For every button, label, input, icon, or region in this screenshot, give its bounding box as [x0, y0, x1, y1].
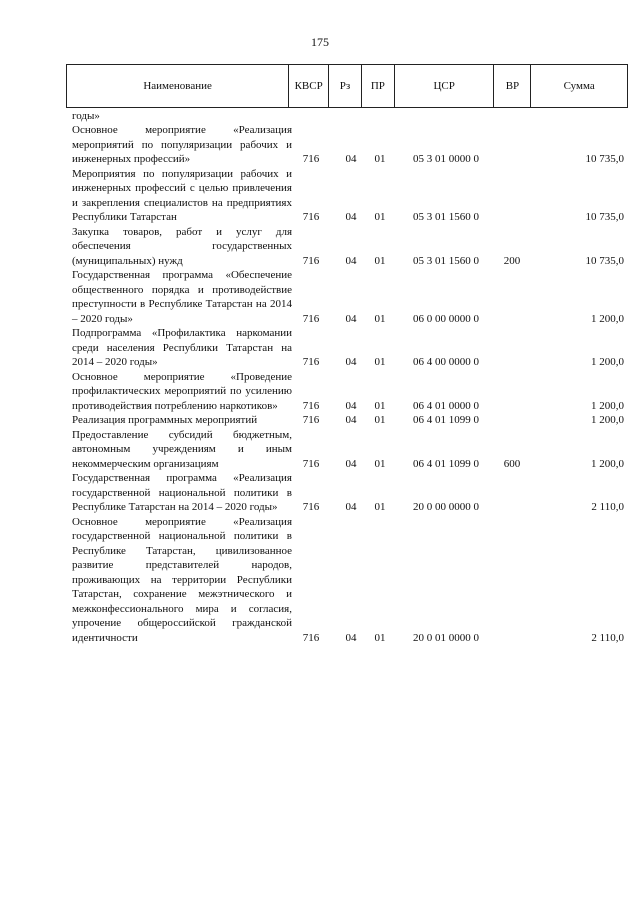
row-csr: 05 3 01 1560 0 — [413, 254, 479, 267]
row-pr: 01 — [374, 457, 386, 470]
table-row — [66, 370, 628, 414]
row-kvsr: 716 — [302, 312, 320, 325]
row-rz: 04 — [345, 457, 357, 470]
header-pr: ПР — [361, 65, 394, 107]
row-pr: 01 — [374, 211, 386, 223]
row-kvsr: 716 — [302, 399, 320, 412]
header-vr: ВР — [493, 65, 530, 107]
table-row — [66, 109, 628, 123]
table-body — [66, 109, 628, 645]
row-name: Предоставление субсидий бюджетным, автономным учреждениям и иным некоммерческим организациям — [72, 428, 292, 470]
row-kvsr: 716 — [302, 501, 320, 513]
row-rz: 04 — [345, 211, 357, 223]
row-pr: 01 — [374, 312, 386, 325]
header-csr: ЦСР — [394, 65, 494, 107]
row-sum: 2 110,0 — [591, 501, 624, 513]
table-row — [66, 413, 628, 428]
table-row — [66, 515, 628, 646]
row-pr: 01 — [374, 501, 386, 513]
row-kvsr: 716 — [302, 254, 320, 267]
row-rz: 04 — [345, 414, 357, 426]
row-csr: 20 0 00 0000 0 — [413, 501, 479, 513]
row-kvsr: 716 — [302, 457, 320, 470]
row-kvsr: 716 — [302, 211, 320, 223]
header-sum: Сумма — [530, 65, 627, 107]
table-row — [66, 225, 628, 269]
row-csr: 06 4 00 0000 0 — [413, 356, 479, 368]
row-name: Реализация программных мероприятий — [72, 414, 258, 426]
row-name: Государственная программа «Реализация государственной национальной политики в Республике Татарстан на 2014 – 2020 годы» — [72, 472, 292, 513]
row-rz: 04 — [345, 501, 357, 513]
table-row — [66, 428, 628, 472]
table-header — [66, 64, 628, 108]
row-rz: 04 — [345, 254, 357, 267]
table-row — [66, 471, 628, 515]
row-kvsr: 716 — [302, 631, 320, 644]
row-sum: 1 200,0 — [591, 356, 624, 368]
row-name: Основное мероприятие «Реализация мероприятий по популяризации рабочих и инженерных профессий» — [72, 124, 292, 165]
table-row — [66, 167, 628, 225]
row-csr: 20 0 01 0000 0 — [413, 631, 479, 644]
row-sum: 10 735,0 — [585, 211, 624, 223]
row-csr: 05 3 01 0000 0 — [413, 153, 479, 165]
row-rz: 04 — [345, 312, 357, 325]
row-name: Основное мероприятие «Реализация государственной национальной политики в Республике Татарстан, цивилизованное развитие представителей народов, проживающих на территории Республики Татарстан, сохранение межэтнического и межконфессионального мира и согласия, упрочение общероссийской гражданской идентичности — [72, 515, 292, 644]
row-rz: 04 — [345, 356, 357, 368]
row-name: Мероприятия по популяризации рабочих и инженерных профессий с целью привлечения и закрепления специалистов на предприятиях Республики Татарстан — [72, 167, 292, 223]
row-kvsr: 716 — [302, 356, 320, 368]
row-kvsr: 716 — [302, 153, 320, 165]
row-name: Подпрограмма «Профилактика наркомании среди населения Республики Татарстан на 2014 – 2020 годы» — [72, 327, 292, 368]
row-sum: 1 200,0 — [591, 457, 624, 470]
row-rz: 04 — [345, 153, 357, 165]
row-pr: 01 — [374, 254, 386, 267]
row-kvsr: 716 — [302, 414, 320, 426]
row-vr: 200 — [503, 254, 521, 267]
row-sum: 1 200,0 — [591, 414, 624, 426]
row-name: Закупка товаров, работ и услуг для обеспечения государственных (муниципальных) нужд — [72, 225, 292, 267]
row-pr: 01 — [374, 356, 386, 368]
header-name: Наименование — [143, 80, 212, 92]
row-csr: 06 4 01 1099 0 — [413, 414, 479, 426]
table-row — [66, 268, 628, 326]
row-pr: 01 — [374, 399, 386, 412]
row-vr: 600 — [503, 457, 521, 470]
table-row — [66, 123, 628, 167]
row-rz: 04 — [345, 399, 357, 412]
header-kvsr: КВСР — [288, 65, 328, 107]
row-rz: 04 — [345, 631, 357, 644]
row-name: Основное мероприятие «Проведение профилактических мероприятий по усилению противодействия потреблению наркотиков» — [72, 370, 292, 412]
row-name: Государственная программа «Обеспечение общественного порядка и противодействие преступности в Республике Татарстан на 2014 – 2020 годы» — [72, 269, 292, 325]
row-sum: 10 735,0 — [585, 153, 624, 165]
header-rz: Рз — [328, 65, 361, 107]
row-csr: 06 4 01 1099 0 — [413, 457, 479, 470]
row-pr: 01 — [374, 153, 386, 165]
row-pr: 01 — [374, 631, 386, 644]
row-name: годы» — [72, 110, 100, 122]
row-sum: 10 735,0 — [585, 254, 624, 267]
row-csr: 06 4 01 0000 0 — [413, 399, 479, 412]
row-sum: 1 200,0 — [591, 312, 624, 325]
page-number: 175 — [311, 35, 329, 49]
row-csr: 06 0 00 0000 0 — [413, 312, 479, 325]
row-sum: 2 110,0 — [591, 631, 624, 644]
row-pr: 01 — [374, 414, 386, 426]
row-csr: 05 3 01 1560 0 — [413, 211, 479, 223]
table-row — [66, 326, 628, 370]
row-sum: 1 200,0 — [591, 399, 624, 412]
